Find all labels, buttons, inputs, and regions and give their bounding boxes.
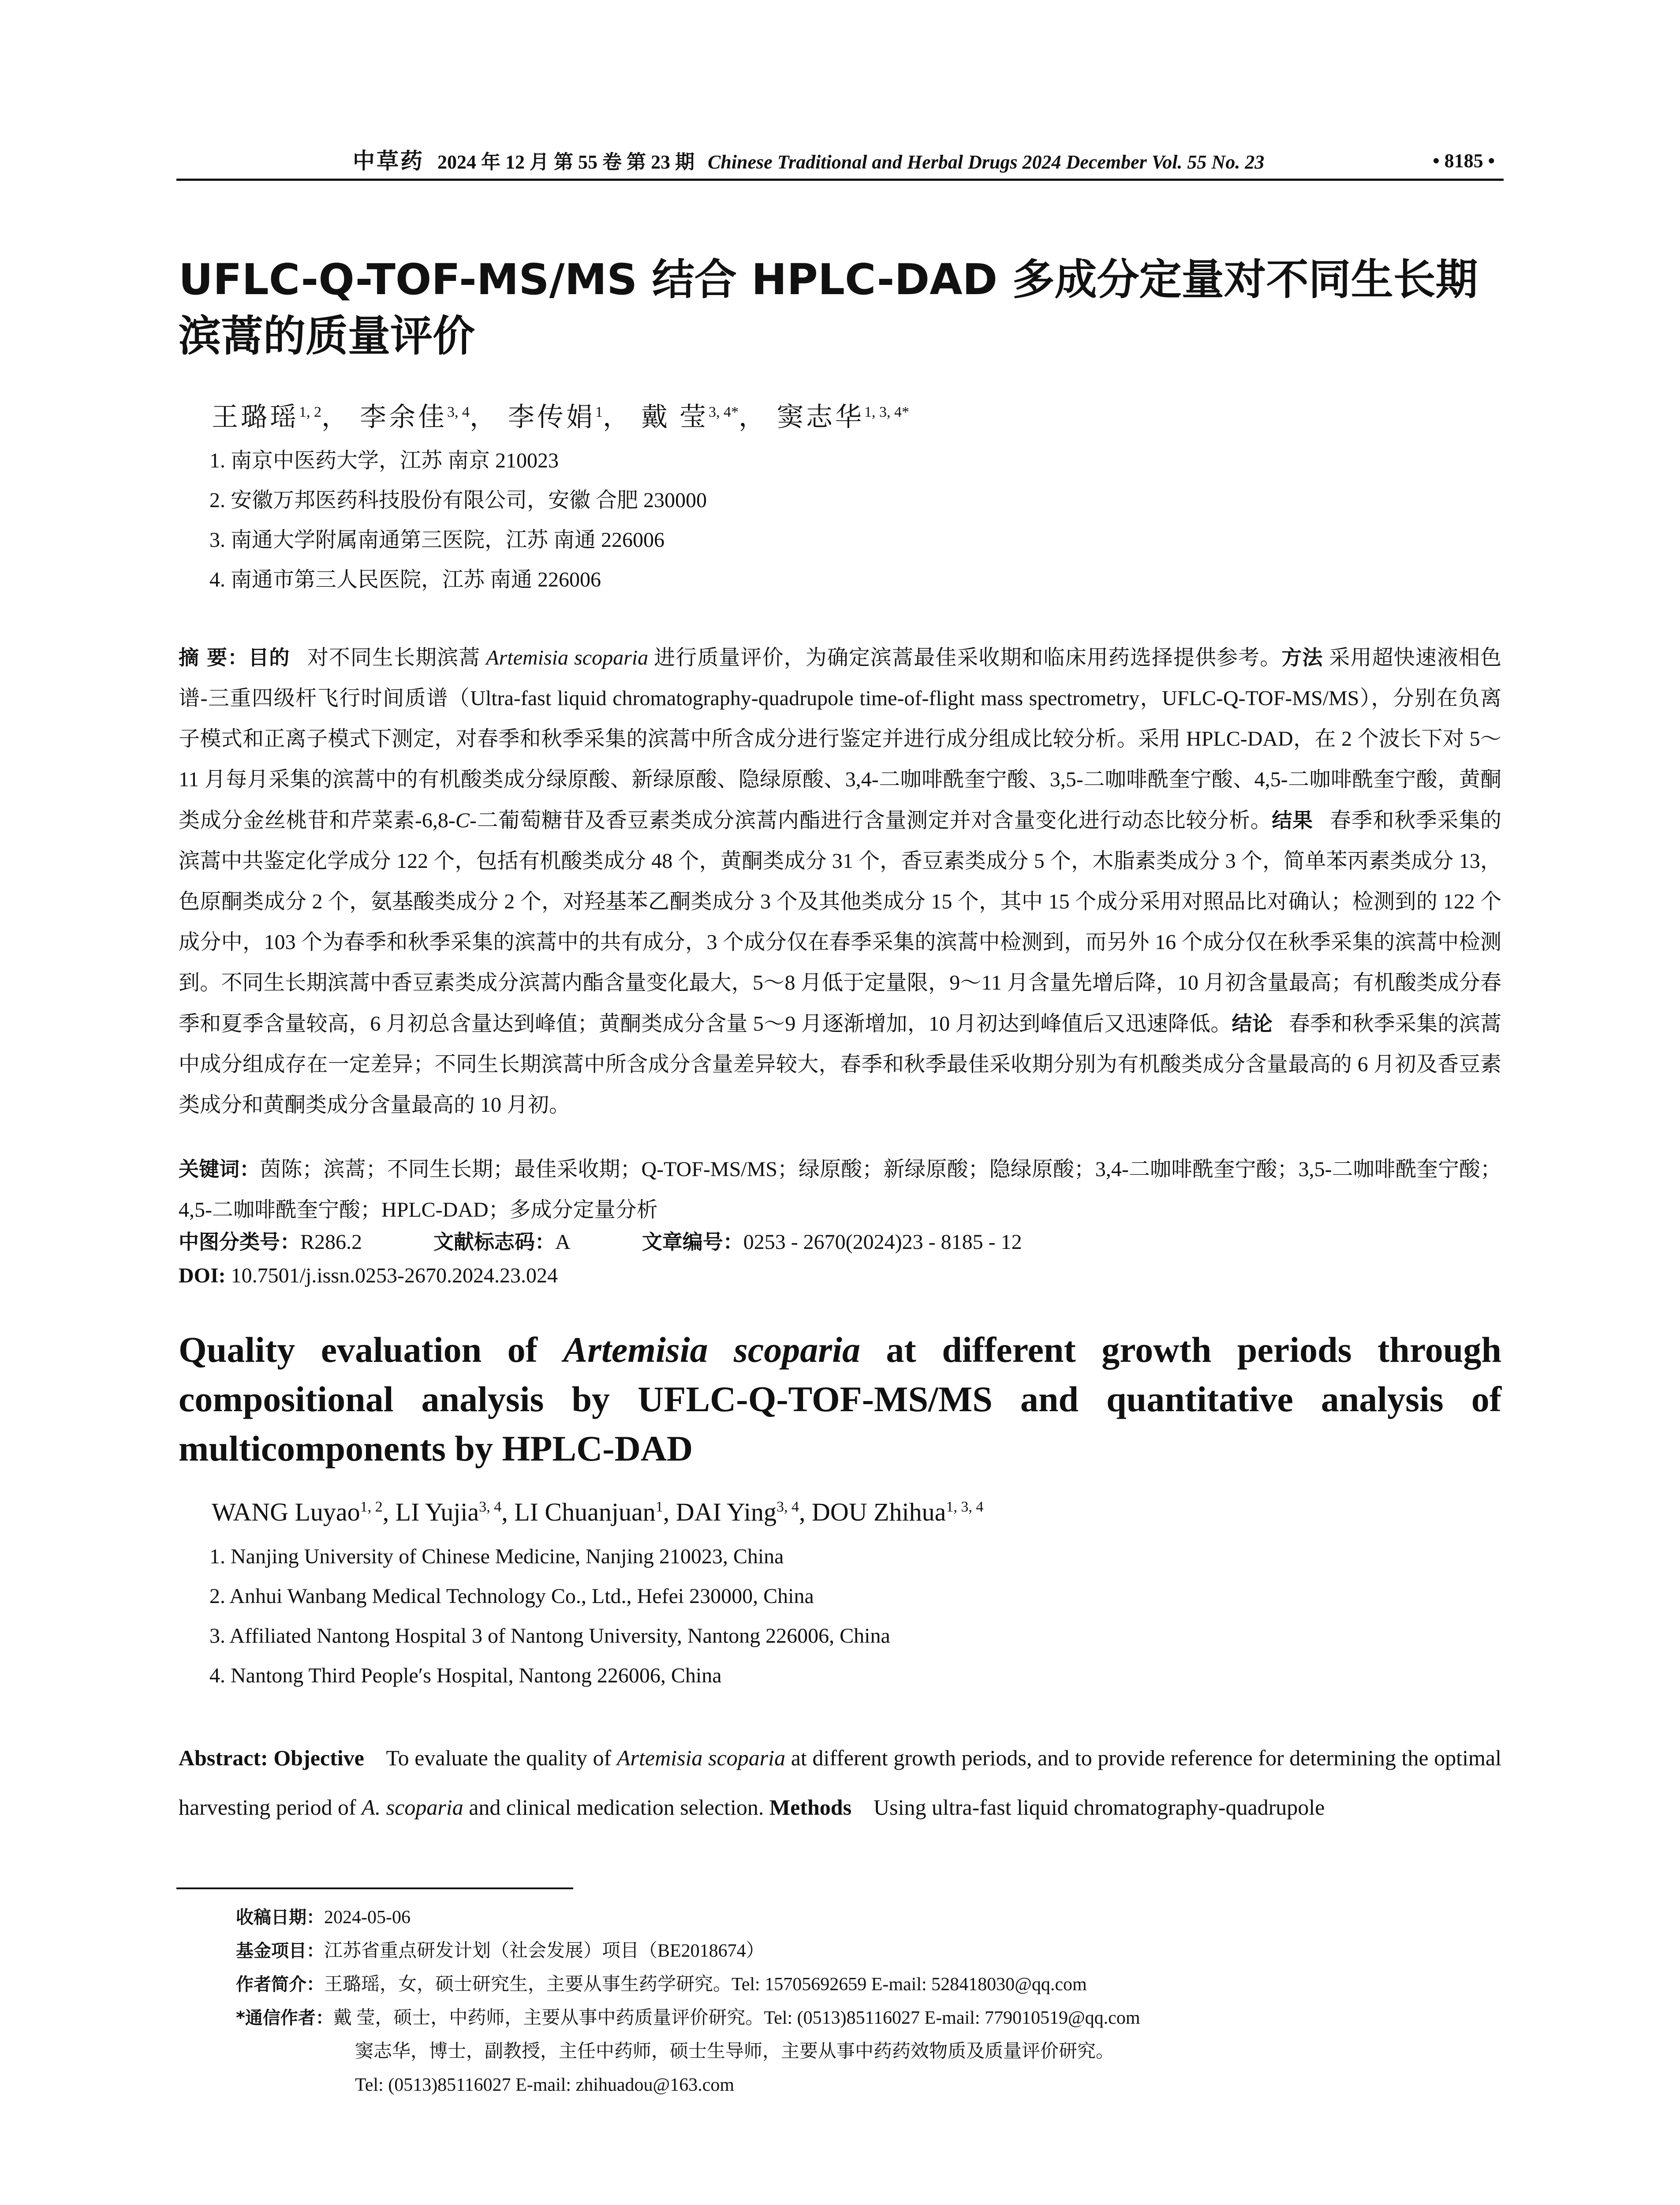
footnotes [236,1901,1140,2102]
author-affil: 3, 4 [447,404,470,420]
clc-value: R286.2 [300,1230,362,1254]
author-affil: 3, 4 [776,1499,799,1515]
authors-english: WANG Luyao$^{1, 2}$, LI Yujia$^{3, 4}$, LI Chuanjuan$^1$, DAI Ying$^{3, 4}$, DOU Zhihua$^{1, 3, 4}$ [212,1498,984,1526]
corresponding-label: *通信作者： [236,2008,333,2028]
affiliation-item: 1. 南京中医药大学，江苏 南京 210023 [209,449,559,472]
title-english [179,1325,1501,1473]
author-bio-value: 王璐瑶，女，硕士研究生，主要从事生药学研究。Tel: 15705692659 E-mail: 528418030@qq.com [324,1974,1087,1995]
conclusion-label: 结论 [1232,1012,1273,1035]
received-value: 2024-05-06 [324,1907,411,1928]
results-text: 春季和秋季采集的滨蒿中共鉴定化学成分 122 个，包括有机酸类成分 48 个，黄酮类成分 31 个，香豆素类成分 5 个，木脂素类成分 3 个，简单苯丙素类成分 13，色原酮类成分 2 个，氨基酸类成分 2 个，对羟基苯乙酮类成分 3 个及其他类成分 15 个，其中 15 个成分采用对照品比对确认；检测到的 122 个成分中，103 个为春季和秋季采集的滨蒿中的共有成分，3 个成分仅在春季采集的滨蒿中检测到，而另外 16 个成分仅在秋季采集的滨蒿中检测到。不同生长期滨蒿中香豆素类成分滨蒿内酯含量变化最大，5～8 月低于定量限，9～11 月含量先增后降，10 月初含量最高；有机酸类成分春季和夏季含量较高，6 月初总含量达到峰值；黄酮类成分含量 5～9 月逐渐增加，10 月初达到峰值后又迅速降低。 [179,809,1501,1035]
author-name: 王璐瑶 [212,403,299,432]
affiliation-item: 4. 南通市第三人民医院，江苏 南通 226006 [209,568,601,591]
author-name: LI Chuanjuan [514,1498,656,1526]
abstract-label: 摘 要： [179,646,249,669]
corresponding-2: 窦志华，博士，副教授，主任中药师，硕士生导师，主要从事中药药效物质及质量评价研究。 [355,2041,1115,2062]
affiliation-item: 3. 南通大学附属南通第三医院，江苏 南通 226006 [209,528,665,552]
author-affil: 1, 2 [360,1499,383,1515]
author-name: DAI Ying [676,1498,777,1526]
results-label: 结果 [1272,808,1313,832]
objective-label: 目的 [248,646,290,669]
affiliation-item: 4. Nantong Third People′s Hospital, Nantong 226006, China [209,1664,722,1687]
doc-code-label: 文献标志码： [433,1230,556,1254]
affiliations-chinese [209,441,707,600]
affiliations-english [209,1537,890,1696]
article-no-value: 0253 - 2670(2024)23 - 8185 - 12 [743,1230,1022,1254]
author-affil: 1 [595,404,603,420]
author-name: 窦志华 [777,403,864,432]
authors-chinese: 王璐瑶$^{1, 2}$， 李余佳$^{3, 4}$， 李传娟$^1$， 戴 莹$^{3, 4*}$， 窦志华$^{1, 3, 4*}$ [212,403,909,432]
methods-en-label: Methods [769,1795,852,1820]
page-number: • 8185 • [1433,150,1495,172]
classification-line [179,1226,1088,1255]
abstract-en-text: at different growth periods, and to provide reference for determining the optimal harvesting period of [179,1745,1501,1820]
author-bio-label: 作者简介： [236,1974,324,1995]
journal-logo-cn: 中草药 [353,149,424,173]
author-name: 李传娟 [508,403,595,432]
doc-code-value: A [555,1230,571,1254]
fund-value: 江苏省重点研发计划（社会发展）项目（BE2018674） [324,1941,765,1961]
footnote-divider [176,1887,573,1889]
corresponding-1: 戴 莹，硕士，中药师，主要从事中药质量评价研究。Tel: (0513)85116027 E-mail: 779010519@qq.com [333,2008,1140,2028]
methods-italic: C [455,809,470,832]
affiliation-item: 3. Affiliated Nantong Hospital 3 of Nantong University, Nantong 226006, China [209,1624,890,1648]
title-en-text: Quality evaluation of [179,1330,564,1370]
affiliation-item: 2. Anhui Wanbang Medical Technology Co., Ltd., Hefei 230000, China [209,1585,814,1608]
species-name: Artemisia scoparia [486,646,649,669]
methods-label: 方法 [1281,646,1323,669]
keywords-text: 茵陈；滨蒿；不同生长期；最佳采收期；Q-TOF-MS/MS；绿原酸；新绿原酸；隐绿原酸；3,4-二咖啡酰奎宁酸；3,5-二咖啡酰奎宁酸；4,5-二咖啡酰奎宁酸；HPLC-DAD；多成分定量分析 [179,1158,1501,1222]
author-name: LI Yujia [395,1498,479,1526]
header-center [353,143,1264,180]
author-affil: 1, 2 [299,404,321,420]
objective-text: 对不同生长期滨蒿 [307,646,481,669]
species-name: A. scoparia [362,1795,463,1820]
journal-en: Chinese Traditional and Herbal Drugs 2024 December Vol. 55 No. 23 [708,151,1265,173]
issue-cn: 2024 年 12 月 第 55 卷 第 23 期 [437,151,694,173]
abstract-en-text: To evaluate the quality of [386,1745,617,1770]
doi-line [179,1263,558,1288]
keywords-chinese [179,1149,1501,1230]
doi-label: DOI: [179,1264,226,1287]
author-affil: 1 [655,1499,663,1515]
running-header [176,143,1504,181]
doi-value[interactable]: 10.7501/j.issn.0253-2670.2024.23.024 [231,1264,558,1287]
abstract-en-text: and clinical medication selection. [463,1795,764,1820]
author-affil: 3, 4 [479,1499,502,1515]
received-label: 收稿日期： [236,1907,324,1928]
title-en-text: at different growth periods through compositional analysis by UFLC-Q-TOF-MS/MS and quantitative analysis of multicomponents by HPLC-DAD [179,1330,1501,1469]
affiliation-item: 1. Nanjing University of Chinese Medicine, Nanjing 210023, China [209,1545,784,1568]
author-name: 李余佳 [360,403,447,432]
methods-en-text: Using ultra-fast liquid chromatography-quadrupole [874,1795,1325,1820]
species-name: Artemisia scoparia [563,1330,860,1370]
methods-text: 采用超快速液相色谱-三重四级杆飞行时间质谱（Ultra-fast liquid chromatography-quadrupole time-of-flight mass spectrometry，UFLC-Q-TOF-MS/MS），分别在负离子模式和正离子模式下测定，对春季和秋季采集的滨蒿中所含成分进行鉴定并进行成分组成比较分析。采用 HPLC-DAD，在 2 个波长下对 5～11 月每月采集的滨蒿中的有机酸类成分绿原酸、新绿原酸、隐绿原酸、3,4-二咖啡酰奎宁酸、3,5-二咖啡酰奎宁酸、4,5-二咖啡酰奎宁酸，黄酮类成分金丝桃苷和芹菜素-6,8- [179,646,1502,832]
author-name: DOU Zhihua [811,1498,946,1526]
article-no-label: 文章编号： [642,1230,743,1254]
author-affil: 1, 3, 4* [864,404,909,420]
author-affil: 3, 4* [709,404,739,420]
clc-label: 中图分类号： [179,1230,300,1254]
abstract-english [179,1733,1501,1832]
species-name: Artemisia scoparia [616,1745,786,1770]
affiliation-item: 2. 安徽万邦医药科技股份有限公司，安徽 合肥 230000 [209,489,707,512]
objective-text: 进行质量评价，为确定滨蒿最佳采收期和临床用药选择提供参考。 [654,646,1282,669]
author-name: WANG Luyao [212,1498,360,1526]
title-chinese: UFLC-Q-TOF-MS/MS 结合 HPLC-DAD 多成分定量对不同生长期滨蒿的质量评价 [179,255,1478,361]
author-affil: 1, 3, 4 [946,1499,984,1515]
abstract-chinese [179,637,1501,1125]
keywords-label: 关键词： [179,1157,260,1181]
author-name: 戴 莹 [641,403,709,432]
abstract-en-label: Abstract: Objective [179,1745,364,1770]
fund-label: 基金项目： [236,1941,324,1961]
methods-text: -二葡萄糖苷及香豆素类成分滨蒿内酯进行含量测定并对含量变化进行动态比较分析。 [469,809,1272,832]
corresponding-3: Tel: (0513)85116027 E-mail: zhihuadou@163.com [355,2075,735,2095]
conclusion-text: 春季和秋季采集的滨蒿中成分组成存在一定差异；不同生长期滨蒿中所含成分含量差异较大，春季和秋季最佳采收期分别为有机酸类成分含量最高的 6 月初及香豆素类成分和黄酮类成分含量最高的 10 月初。 [179,1012,1502,1117]
